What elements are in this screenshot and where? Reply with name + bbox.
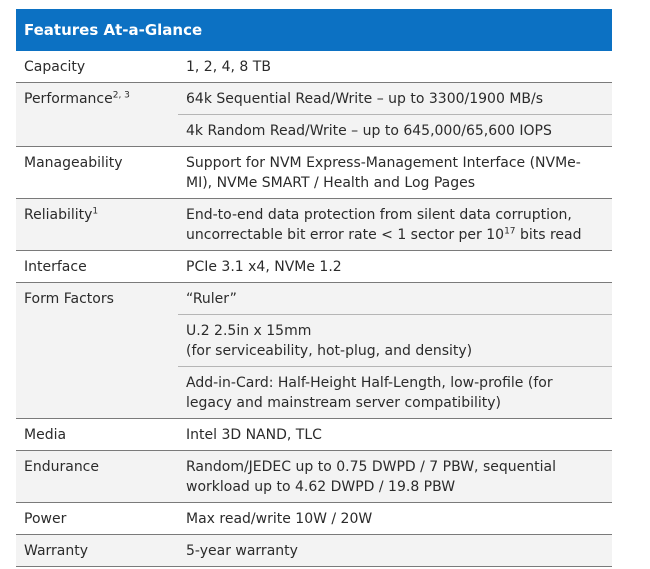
features-title: Features At-a-Glance [24,21,203,39]
row-value: PCIe 3.1 x4, NVMe 1.2 [186,259,342,275]
row-value: 4k Random Read/Write – up to 645,000/65,600 IOPS [186,123,552,139]
row-value: Support for NVM Express-Management Interface (NVMe-MI), NVMe SMART / Health and Log Pages [186,155,581,191]
row-label [16,199,178,251]
row-value-line: End-to-end data protection from silent data corruption, [186,207,572,223]
footnote-ref: 2, 3 [112,90,130,101]
row-value: Add-in-Card: Half-Height Half-Length, low-profile (for legacy and mainstream server compatibility) [186,375,553,411]
row-form-factors [16,283,612,419]
row-label: Capacity [16,51,178,83]
row-label: Media [16,419,178,451]
row-value: Random/JEDEC up to 0.75 DWPD / 7 PBW, sequential workload up to 4.62 DWPD / 19.8 PBW [186,459,556,495]
footnote-ref: 1 [92,206,99,217]
row-label: Interface [16,251,178,283]
row-performance [16,83,612,147]
row-label: Manageability [16,147,178,199]
row-power [16,503,612,535]
row-value-line: U.2 2.5in x 15mm [186,323,312,339]
row-label [16,83,178,147]
row-endurance [16,451,612,503]
row-reliability [16,199,612,251]
row-warranty [16,535,612,567]
row-label: Form Factors [16,283,178,419]
row-value: 5-year warranty [186,543,298,559]
row-label: Power [16,503,178,535]
row-value: “Ruler” [178,283,612,315]
exponent: 17 [504,226,516,237]
row-capacity [16,51,612,83]
row-value: Max read/write 10W / 20W [186,511,373,527]
row-value: 1, 2, 4, 8 TB [186,59,271,75]
row-value-text: bits read [515,227,582,243]
row-media [16,419,612,451]
row-value-text: uncorrectable bit error rate < 1 sector per 10 [186,227,505,243]
row-value [178,315,612,367]
row-value-line [186,225,612,245]
row-value-line: (for serviceability, hot-plug, and density) [186,343,473,359]
features-card [16,9,612,567]
row-value: 64k Sequential Read/Write – up to 3300/1900 MB/s [178,83,612,115]
features-table [16,51,612,567]
row-value: Intel 3D NAND, TLC [186,427,322,443]
row-label-text: Performance [24,91,113,107]
row-label: Endurance [16,451,178,503]
features-header [16,9,612,51]
row-label: Warranty [16,535,178,567]
row-interface [16,251,612,283]
row-label-text: Reliability [24,207,93,223]
row-value [178,199,612,250]
row-manageability [16,147,612,199]
